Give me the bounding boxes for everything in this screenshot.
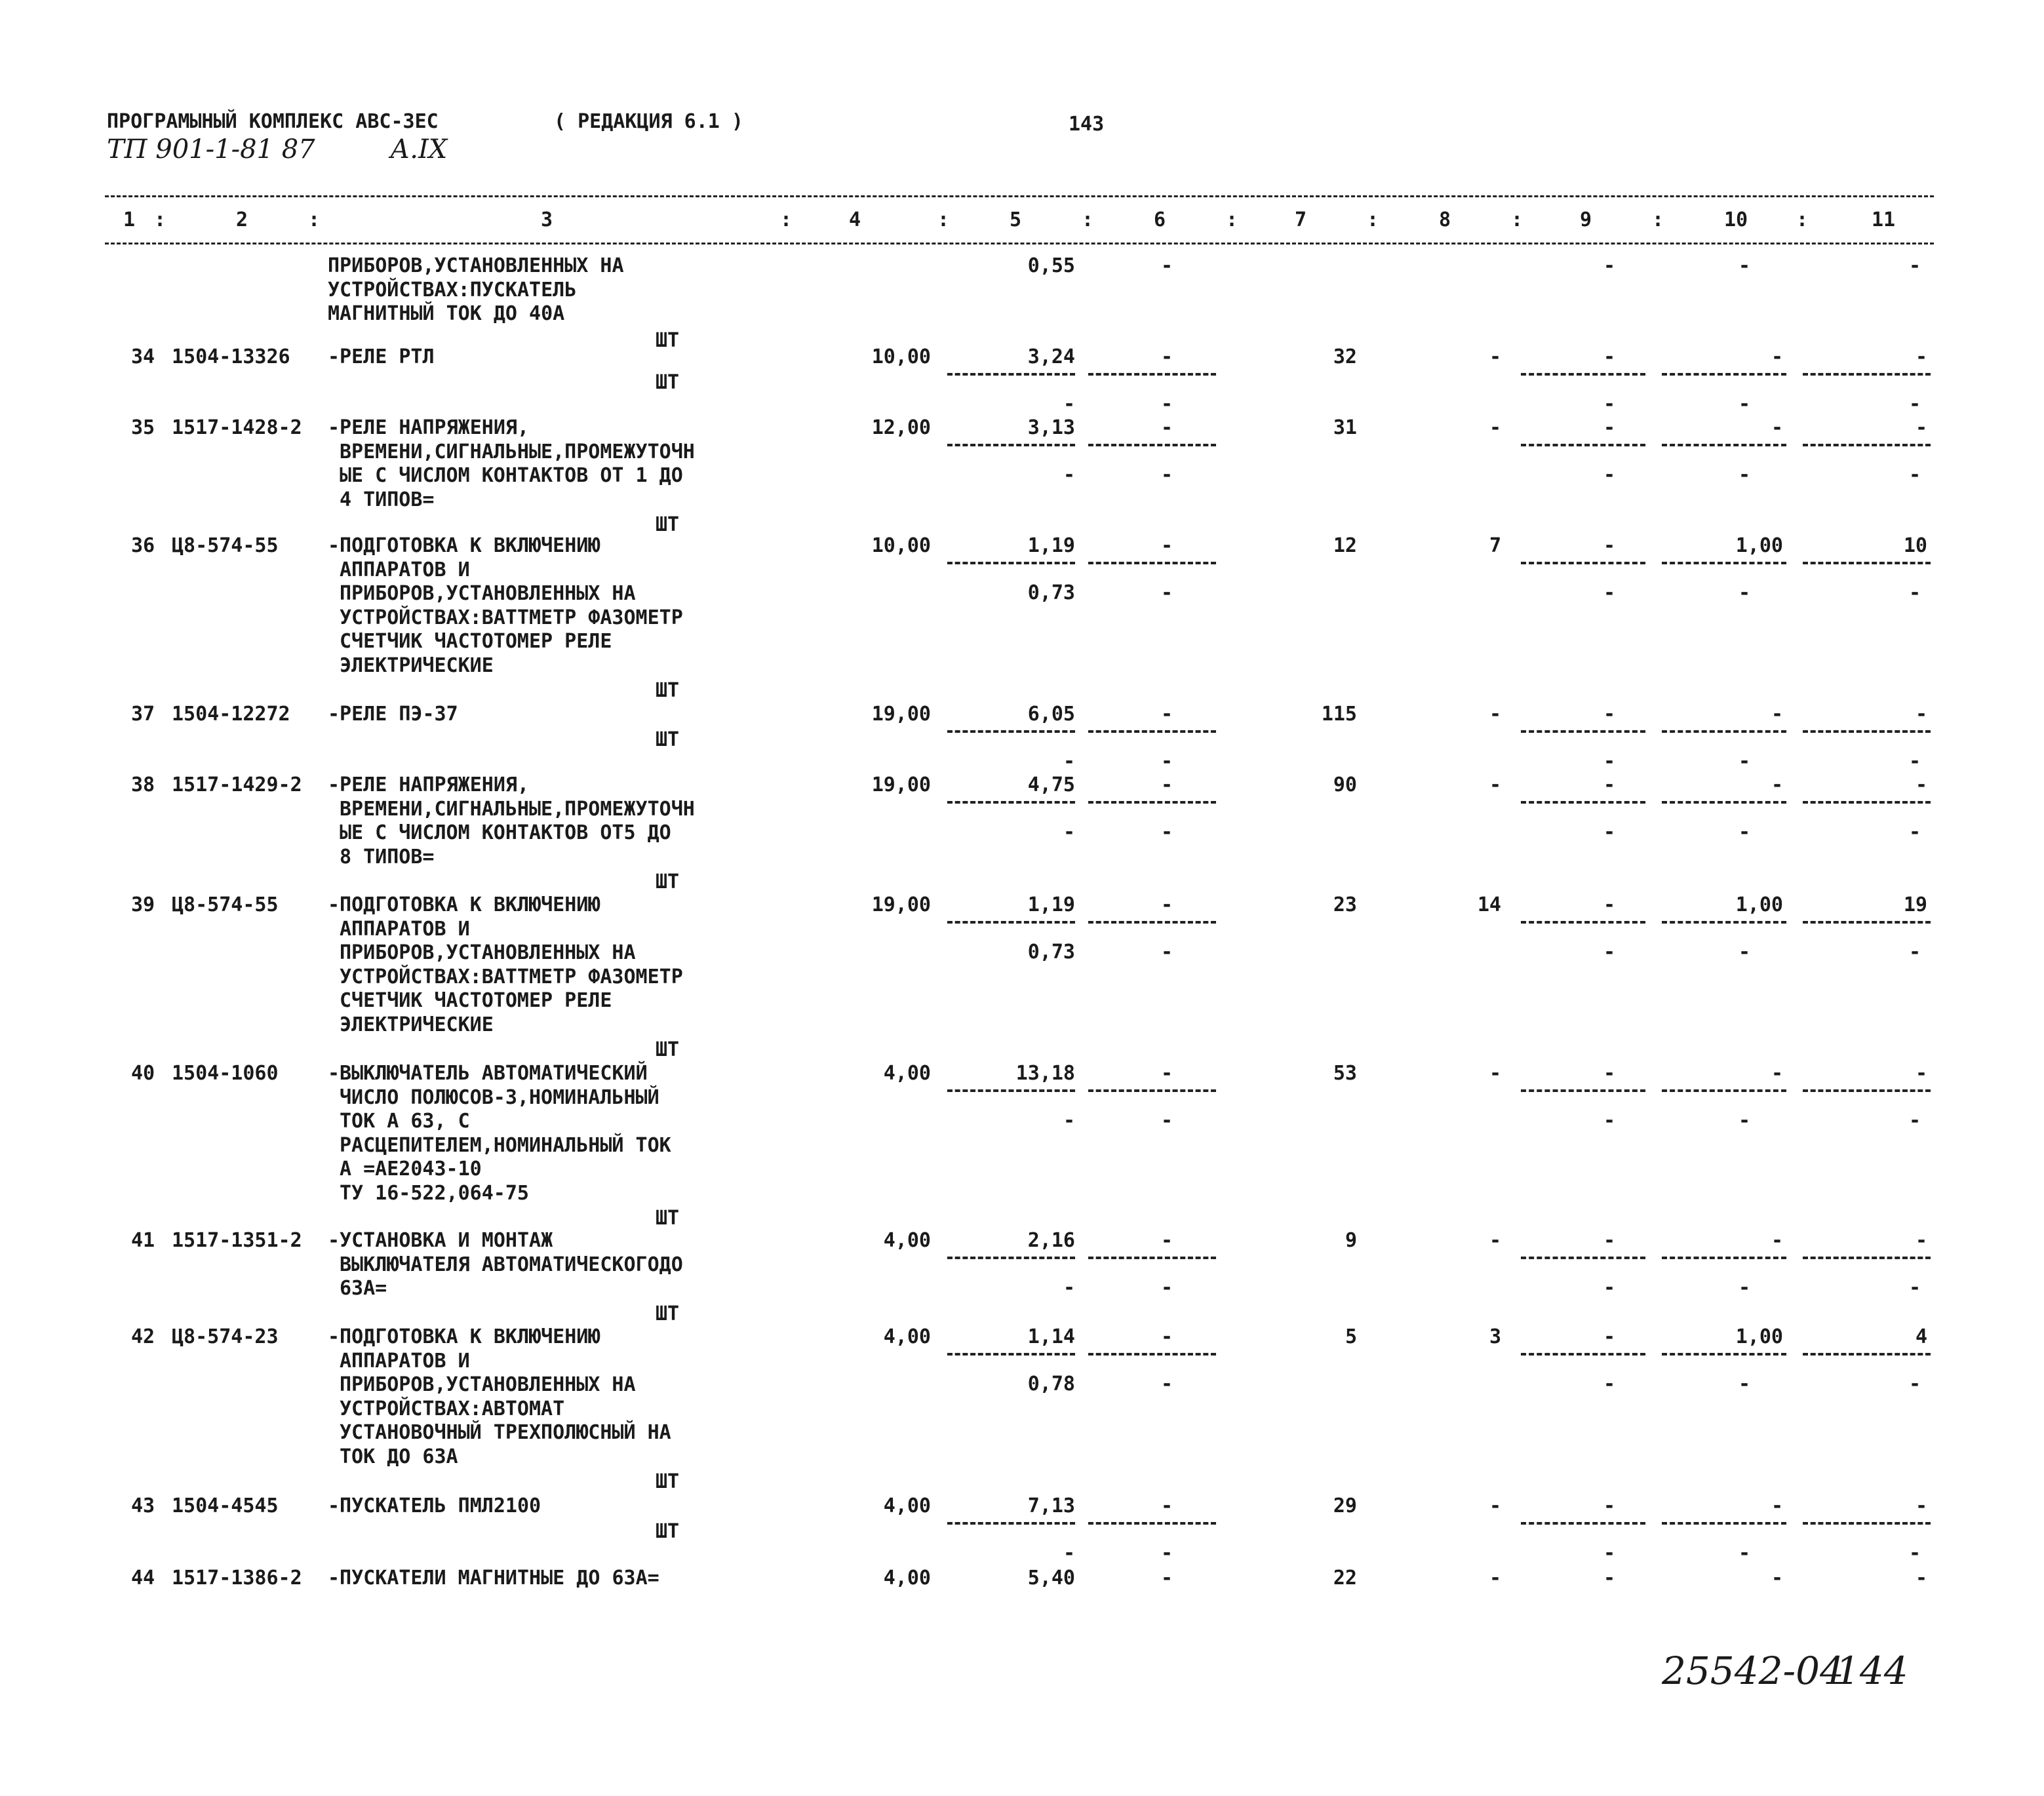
table-header-rule bbox=[105, 243, 1934, 244]
col7-value: 90 bbox=[1333, 773, 1357, 796]
description-line: -ПОДГОТОВКА К ВКЛЮЧЕНИЮ bbox=[328, 534, 600, 557]
description-line: ПРИБОРОВ,УСТАНОВЛЕННЫХ НА bbox=[340, 941, 636, 964]
fraction-rule bbox=[1521, 730, 1645, 733]
col6-bottom-value: - bbox=[1160, 581, 1173, 604]
row-number: 41 bbox=[131, 1229, 155, 1252]
row-number: 36 bbox=[131, 534, 155, 557]
col9-bottom-value: - bbox=[1603, 581, 1616, 604]
column-header-4: 4 bbox=[849, 208, 861, 231]
col9-bottom-value: - bbox=[1603, 1276, 1616, 1299]
unit-label: ШТ bbox=[656, 679, 680, 702]
fraction-rule bbox=[1521, 444, 1645, 446]
col11-bottom-value: - bbox=[1908, 463, 1921, 486]
col11-bottom-value: - bbox=[1908, 821, 1921, 844]
fraction-rule bbox=[1088, 1089, 1216, 1092]
description-line: ЧИСЛО ПОЛЮСОВ-3,НОМИНАЛЬНЫЙ bbox=[340, 1085, 659, 1109]
col6-value: - bbox=[1160, 703, 1173, 726]
col5-bottom-value: 0,73 bbox=[1027, 581, 1075, 604]
fraction-rule bbox=[1803, 1522, 1931, 1525]
column-header-3: 3 bbox=[541, 208, 553, 231]
row-number: 39 bbox=[131, 893, 155, 916]
description-line: ЫЕ С ЧИСЛОМ КОНТАКТОВ ОТ 1 ДО bbox=[340, 464, 683, 487]
fraction-rule bbox=[947, 444, 1075, 446]
col5-value: 1,14 bbox=[1027, 1325, 1075, 1348]
col5-bottom-value: - bbox=[1063, 463, 1075, 486]
unit-label: ШТ bbox=[656, 513, 680, 536]
col6-value: - bbox=[1160, 1229, 1173, 1252]
row-code: 1504-12272 bbox=[172, 703, 290, 726]
description-line: 8 ТИПОВ= bbox=[340, 845, 435, 869]
description-line: СЧЕТЧИК ЧАСТОТОМЕР РЕЛЕ bbox=[340, 630, 612, 653]
col5-value: 1,19 bbox=[1027, 534, 1075, 557]
col11-bottom-value: - bbox=[1908, 393, 1921, 416]
description-line: УСТРОЙСТВАХ:ВАТТМЕТР ФАЗОМЕТР bbox=[340, 965, 683, 988]
row-number: 38 bbox=[131, 773, 155, 796]
col6-bottom-value: - bbox=[1160, 1373, 1173, 1396]
row-code: 1517-1386-2 bbox=[172, 1567, 302, 1590]
col11-value: - bbox=[1915, 773, 1927, 796]
col6-value: - bbox=[1160, 1062, 1173, 1085]
col4-value: 19,00 bbox=[871, 703, 931, 726]
unit-label: ШТ bbox=[656, 870, 680, 893]
col9-value: - bbox=[1603, 416, 1616, 439]
col7-value: 23 bbox=[1333, 893, 1357, 916]
col9-bottom-value: - bbox=[1603, 750, 1616, 773]
description-line: ПРИБОРОВ,УСТАНОВЛЕННЫХ НА bbox=[328, 254, 624, 277]
col10-bottom-value: - bbox=[1738, 750, 1750, 773]
column-header-8: 8 bbox=[1439, 208, 1451, 231]
col11-bottom-value: - bbox=[1908, 1542, 1921, 1565]
column-header-2: 2 bbox=[236, 208, 248, 231]
description-line: ВЫКЛЮЧАТЕЛЯ АВТОМАТИЧЕСКОГОДО bbox=[340, 1253, 683, 1276]
description-line: -РЕЛЕ НАПРЯЖЕНИЯ, bbox=[328, 416, 530, 439]
fraction-rule bbox=[1088, 1257, 1216, 1259]
fraction-rule bbox=[947, 730, 1075, 733]
col5-bottom-value: - bbox=[1063, 393, 1075, 416]
row-code: 1504-13326 bbox=[172, 345, 290, 368]
col11-bottom-value: - bbox=[1908, 581, 1921, 604]
row-number: 42 bbox=[131, 1325, 155, 1348]
col4-value: 4,00 bbox=[883, 1325, 931, 1348]
col11-bottom-value: - bbox=[1908, 1276, 1921, 1299]
col10-value: 1,00 bbox=[1735, 1325, 1783, 1348]
description-line: АППАРАТОВ И bbox=[340, 558, 470, 581]
description-line: -УСТАНОВКА И МОНТАЖ bbox=[328, 1229, 553, 1252]
fraction-rule bbox=[1803, 1089, 1931, 1092]
col7-value: 115 bbox=[1321, 703, 1357, 726]
column-separator: : bbox=[937, 208, 950, 231]
row-number: 40 bbox=[131, 1062, 155, 1085]
unit-label: ШТ bbox=[656, 1207, 680, 1230]
col7-value: 12 bbox=[1333, 534, 1357, 557]
col4-value: 12,00 bbox=[871, 416, 931, 439]
col9-value: - bbox=[1603, 1325, 1616, 1348]
row-code: 1517-1429-2 bbox=[172, 773, 302, 796]
col8-value: - bbox=[1489, 703, 1501, 726]
row-code: Ц8-574-55 bbox=[172, 534, 279, 557]
col11-value: - bbox=[1915, 1062, 1927, 1085]
col5-value: 6,05 bbox=[1027, 703, 1075, 726]
col6-value: - bbox=[1160, 1325, 1173, 1348]
col9-value: - bbox=[1603, 703, 1616, 726]
col5-value: 4,75 bbox=[1027, 773, 1075, 796]
unit-label: ШТ bbox=[656, 1519, 680, 1543]
col9-value: - bbox=[1603, 1567, 1616, 1590]
col7-value: 5 bbox=[1345, 1325, 1357, 1348]
col5-bottom-value: 0,78 bbox=[1027, 1373, 1075, 1396]
col8-value: 7 bbox=[1489, 534, 1501, 557]
unit-label: ШТ bbox=[656, 1302, 680, 1325]
fraction-rule bbox=[1662, 444, 1786, 446]
fraction-rule bbox=[1521, 1522, 1645, 1525]
row-code: 1517-1428-2 bbox=[172, 416, 302, 439]
col5-bottom-value: - bbox=[1063, 821, 1075, 844]
col10-bottom-value: - bbox=[1738, 1109, 1750, 1132]
description-line: УСТРОЙСТВАХ:АВТОМАТ bbox=[340, 1397, 565, 1420]
col10-value: - bbox=[1771, 703, 1783, 726]
col9-value: - bbox=[1603, 893, 1616, 916]
description-line: -РЕЛЕ НАПРЯЖЕНИЯ, bbox=[328, 773, 530, 796]
col5-bottom-value: - bbox=[1063, 1542, 1075, 1565]
column-header-7: 7 bbox=[1295, 208, 1307, 231]
description-line: ВРЕМЕНИ,СИГНАЛЬНЫЕ,ПРОМЕЖУТОЧН bbox=[340, 440, 695, 463]
unit-label: ШТ bbox=[656, 1470, 680, 1493]
fraction-rule bbox=[1088, 921, 1216, 924]
description-line: УСТРОЙСТВАХ:ПУСКАТЕЛЬ bbox=[328, 278, 577, 302]
fraction-rule bbox=[1088, 562, 1216, 564]
fraction-rule bbox=[947, 562, 1075, 564]
fraction-rule bbox=[1521, 921, 1645, 924]
description-line: ПРИБОРОВ,УСТАНОВЛЕННЫХ НА bbox=[340, 582, 636, 605]
col6-bottom-value: - bbox=[1160, 1542, 1173, 1565]
fraction-rule bbox=[1803, 1353, 1931, 1356]
description-line: -РЕЛЕ ПЭ-37 bbox=[328, 703, 458, 726]
col4-value: 10,00 bbox=[871, 345, 931, 368]
row-code: 1517-1351-2 bbox=[172, 1229, 302, 1252]
description-line: СЧЕТЧИК ЧАСТОТОМЕР РЕЛЕ bbox=[340, 989, 612, 1012]
description-line: ЫЕ С ЧИСЛОМ КОНТАКТОВ ОТ5 ДО bbox=[340, 821, 671, 844]
row-number: 34 bbox=[131, 345, 155, 368]
column-separator: : bbox=[1511, 208, 1523, 231]
col11-value: - bbox=[1915, 416, 1927, 439]
fraction-rule bbox=[1662, 730, 1786, 733]
col10-value: - bbox=[1771, 1567, 1783, 1590]
fraction-rule bbox=[1088, 801, 1216, 804]
col9-value: - bbox=[1603, 1229, 1616, 1252]
handwritten-stamp-number: 25542-04 bbox=[1662, 1649, 1844, 1693]
col6-bottom-value: - bbox=[1160, 821, 1173, 844]
col6-bottom-value: - bbox=[1160, 1276, 1173, 1299]
col11-bottom-value: - bbox=[1908, 750, 1921, 773]
col11-value: 19 bbox=[1903, 893, 1927, 916]
col11-value: - bbox=[1915, 345, 1927, 368]
col4-value: 4,00 bbox=[883, 1567, 931, 1590]
handwritten-album: А.IX bbox=[390, 134, 448, 165]
col8-value: - bbox=[1489, 345, 1501, 368]
col6-value: - bbox=[1160, 254, 1173, 277]
col9-bottom-value: - bbox=[1603, 393, 1616, 416]
description-line: ТОК ДО 63А bbox=[340, 1445, 458, 1468]
description-line: 63А= bbox=[340, 1277, 387, 1300]
col4-value: 4,00 bbox=[883, 1229, 931, 1252]
col5-value: 3,13 bbox=[1027, 416, 1075, 439]
column-separator: : bbox=[1226, 208, 1238, 231]
handwritten-project-code: ТП 901-1-81 87 bbox=[107, 134, 315, 165]
fraction-rule bbox=[947, 1353, 1075, 1356]
col7-value: 9 bbox=[1345, 1229, 1357, 1252]
col9-value: - bbox=[1603, 1062, 1616, 1085]
fraction-rule bbox=[1803, 801, 1931, 804]
description-line: АППАРАТОВ И bbox=[340, 917, 470, 941]
col4-value: 10,00 bbox=[871, 534, 931, 557]
fraction-rule bbox=[1662, 1353, 1786, 1356]
column-separator: : bbox=[1796, 208, 1809, 231]
fraction-rule bbox=[1521, 1257, 1645, 1259]
fraction-rule bbox=[947, 373, 1075, 376]
col9-value: - bbox=[1603, 534, 1616, 557]
col8-value: - bbox=[1489, 773, 1501, 796]
fraction-rule bbox=[1088, 730, 1216, 733]
fraction-rule bbox=[1662, 801, 1786, 804]
col10-value: - bbox=[1738, 254, 1750, 277]
fraction-rule bbox=[947, 1257, 1075, 1259]
col6-bottom-value: - bbox=[1160, 750, 1173, 773]
col10-value: - bbox=[1771, 1062, 1783, 1085]
description-line: ВРЕМЕНИ,СИГНАЛЬНЫЕ,ПРОМЕЖУТОЧН bbox=[340, 797, 695, 821]
fraction-rule bbox=[1521, 562, 1645, 564]
fraction-rule bbox=[1088, 1353, 1216, 1356]
row-code: 1504-4545 bbox=[172, 1494, 279, 1517]
col5-bottom-value: 0,73 bbox=[1027, 941, 1075, 964]
col10-value: 1,00 bbox=[1735, 893, 1783, 916]
col10-bottom-value: - bbox=[1738, 463, 1750, 486]
col8-value: 14 bbox=[1477, 893, 1501, 916]
col6-value: - bbox=[1160, 1494, 1173, 1517]
description-line: -ПОДГОТОВКА К ВКЛЮЧЕНИЮ bbox=[328, 1325, 600, 1348]
fraction-rule bbox=[1521, 1353, 1645, 1356]
col11-value: - bbox=[1915, 703, 1927, 726]
fraction-rule bbox=[947, 1522, 1075, 1525]
col10-bottom-value: - bbox=[1738, 941, 1750, 964]
col5-bottom-value: - bbox=[1063, 1109, 1075, 1132]
description-line: -ПУСКАТЕЛИ МАГНИТНЫЕ ДО 63А= bbox=[328, 1567, 659, 1590]
column-header-1: 1 bbox=[123, 208, 136, 231]
description-line: УСТРОЙСТВАХ:ВАТТМЕТР ФАЗОМЕТР bbox=[340, 606, 683, 629]
col9-bottom-value: - bbox=[1603, 1373, 1616, 1396]
col8-value: - bbox=[1489, 1494, 1501, 1517]
col6-bottom-value: - bbox=[1160, 463, 1173, 486]
col11-value: - bbox=[1915, 1229, 1927, 1252]
col11-value: 10 bbox=[1903, 534, 1927, 557]
fraction-rule bbox=[1521, 801, 1645, 804]
col4-value: 4,00 bbox=[883, 1494, 931, 1517]
col5-value: 3,24 bbox=[1027, 345, 1075, 368]
col9-bottom-value: - bbox=[1603, 463, 1616, 486]
header-program-name: ПРОГРАМЫНЫЙ КОМПЛЕКС АВС-ЗЕС bbox=[107, 110, 439, 133]
column-separator: : bbox=[1367, 208, 1379, 231]
row-code: Ц8-574-23 bbox=[172, 1325, 279, 1348]
col5-value: 7,13 bbox=[1027, 1494, 1075, 1517]
description-line: РАСЦЕПИТЕЛЕМ,НОМИНАЛЬНЫЙ ТОК bbox=[340, 1133, 671, 1157]
description-line: МАГНИТНЫЙ ТОК ДО 40А bbox=[328, 302, 565, 325]
col4-value: 19,00 bbox=[871, 773, 931, 796]
col9-value: - bbox=[1603, 254, 1616, 277]
column-separator: : bbox=[780, 208, 793, 231]
fraction-rule bbox=[1521, 1089, 1645, 1092]
fraction-rule bbox=[1662, 921, 1786, 924]
description-line: УСТАНОВОЧНЫЙ ТРЕХПОЛЮСНЫЙ НА bbox=[340, 1421, 671, 1444]
fraction-rule bbox=[1662, 373, 1786, 376]
description-line: -ПОДГОТОВКА К ВКЛЮЧЕНИЮ bbox=[328, 893, 600, 916]
col6-value: - bbox=[1160, 893, 1173, 916]
col5-value: 5,40 bbox=[1027, 1567, 1075, 1590]
col10-value: - bbox=[1771, 773, 1783, 796]
col6-bottom-value: - bbox=[1160, 941, 1173, 964]
fraction-rule bbox=[1803, 373, 1931, 376]
column-header-6: 6 bbox=[1154, 208, 1166, 231]
fraction-rule bbox=[1803, 444, 1931, 446]
col5-value: 2,16 bbox=[1027, 1229, 1075, 1252]
column-separator: : bbox=[308, 208, 321, 231]
col11-value: - bbox=[1908, 254, 1921, 277]
col11-bottom-value: - bbox=[1908, 1109, 1921, 1132]
col8-value: 3 bbox=[1489, 1325, 1501, 1348]
col11-bottom-value: - bbox=[1908, 1373, 1921, 1396]
page-number: 143 bbox=[1069, 113, 1105, 136]
col5-bottom-value: - bbox=[1063, 750, 1075, 773]
fraction-rule bbox=[947, 1089, 1075, 1092]
unit-label: ШТ bbox=[656, 328, 680, 352]
col9-bottom-value: - bbox=[1603, 821, 1616, 844]
column-separator: : bbox=[1652, 208, 1664, 231]
col7-value: 31 bbox=[1333, 416, 1357, 439]
col10-bottom-value: - bbox=[1738, 1542, 1750, 1565]
col8-value: - bbox=[1489, 1567, 1501, 1590]
col5-value: 1,19 bbox=[1027, 893, 1075, 916]
col10-bottom-value: - bbox=[1738, 1373, 1750, 1396]
col7-value: 32 bbox=[1333, 345, 1357, 368]
description-line: ТОК А 63, С bbox=[340, 1110, 470, 1133]
fraction-rule bbox=[1803, 562, 1931, 564]
col9-value: - bbox=[1603, 345, 1616, 368]
col10-bottom-value: - bbox=[1738, 1276, 1750, 1299]
col11-value: - bbox=[1915, 1567, 1927, 1590]
fraction-rule bbox=[947, 921, 1075, 924]
fraction-rule bbox=[947, 801, 1075, 804]
unit-label: ШТ bbox=[656, 370, 680, 394]
column-header-10: 10 bbox=[1724, 208, 1748, 231]
header-edition: ( РЕДАКЦИЯ 6.1 ) bbox=[554, 110, 743, 133]
col4-value: 19,00 bbox=[871, 893, 931, 916]
fraction-rule bbox=[1662, 1257, 1786, 1259]
col10-value: - bbox=[1771, 416, 1783, 439]
col6-value: - bbox=[1160, 345, 1173, 368]
col6-value: - bbox=[1160, 416, 1173, 439]
col6-value: - bbox=[1160, 1567, 1173, 1590]
description-line: -ВЫКЛЮЧАТЕЛЬ АВТОМАТИЧЕСКИЙ bbox=[328, 1062, 648, 1085]
description-line: -РЕЛЕ РТЛ bbox=[328, 345, 435, 368]
col10-bottom-value: - bbox=[1738, 821, 1750, 844]
description-line: А =АЕ2043-10 bbox=[340, 1158, 482, 1181]
table-top-rule bbox=[105, 195, 1934, 197]
col9-value: - bbox=[1603, 1494, 1616, 1517]
fraction-rule bbox=[1803, 730, 1931, 733]
description-line: ПРИБОРОВ,УСТАНОВЛЕННЫХ НА bbox=[340, 1373, 636, 1396]
fraction-rule bbox=[1662, 562, 1786, 564]
row-number: 43 bbox=[131, 1494, 155, 1517]
col6-bottom-value: - bbox=[1160, 393, 1173, 416]
col7-value: 53 bbox=[1333, 1062, 1357, 1085]
fraction-rule bbox=[1662, 1522, 1786, 1525]
unit-label: ШТ bbox=[656, 728, 680, 751]
col10-bottom-value: - bbox=[1738, 393, 1750, 416]
row-code: 1504-1060 bbox=[172, 1062, 279, 1085]
col9-bottom-value: - bbox=[1603, 941, 1616, 964]
description-line: -ПУСКАТЕЛЬ ПМЛ2100 bbox=[328, 1494, 541, 1517]
row-number: 35 bbox=[131, 416, 155, 439]
row-code: Ц8-574-55 bbox=[172, 893, 279, 916]
fraction-rule bbox=[1088, 444, 1216, 446]
col8-value: - bbox=[1489, 1229, 1501, 1252]
description-line: ЭЛЕКТРИЧЕСКИЕ bbox=[340, 654, 494, 677]
col10-value: - bbox=[1771, 1229, 1783, 1252]
col8-value: - bbox=[1489, 416, 1501, 439]
description-line: ЭЛЕКТРИЧЕСКИЕ bbox=[340, 1013, 494, 1036]
fraction-rule bbox=[1521, 373, 1645, 376]
handwritten-sheet-number: 144 bbox=[1836, 1649, 1908, 1693]
col5-bottom-value: - bbox=[1063, 1276, 1075, 1299]
col5-value: 0,55 bbox=[1027, 254, 1075, 277]
column-header-11: 11 bbox=[1872, 208, 1896, 231]
column-separator: : bbox=[154, 208, 167, 231]
fraction-rule bbox=[1088, 373, 1216, 376]
col9-bottom-value: - bbox=[1603, 1542, 1616, 1565]
fraction-rule bbox=[1662, 1089, 1786, 1092]
col11-value: - bbox=[1915, 1494, 1927, 1517]
col9-bottom-value: - bbox=[1603, 1109, 1616, 1132]
col10-value: - bbox=[1771, 1494, 1783, 1517]
unit-label: ШТ bbox=[656, 1038, 680, 1061]
col5-value: 13,18 bbox=[1015, 1062, 1075, 1085]
col10-value: 1,00 bbox=[1735, 534, 1783, 557]
col6-value: - bbox=[1160, 773, 1173, 796]
col9-value: - bbox=[1603, 773, 1616, 796]
row-number: 44 bbox=[131, 1567, 155, 1590]
column-header-9: 9 bbox=[1580, 208, 1592, 231]
fraction-rule bbox=[1803, 1257, 1931, 1259]
col11-bottom-value: - bbox=[1908, 941, 1921, 964]
description-line: АППАРАТОВ И bbox=[340, 1349, 470, 1373]
col6-value: - bbox=[1160, 534, 1173, 557]
fraction-rule bbox=[1088, 1522, 1216, 1525]
col7-value: 22 bbox=[1333, 1567, 1357, 1590]
col7-value: 29 bbox=[1333, 1494, 1357, 1517]
col6-bottom-value: - bbox=[1160, 1109, 1173, 1132]
col4-value: 4,00 bbox=[883, 1062, 931, 1085]
col10-bottom-value: - bbox=[1738, 581, 1750, 604]
row-number: 37 bbox=[131, 703, 155, 726]
description-line: 4 ТИПОВ= bbox=[340, 488, 435, 511]
col11-value: 4 bbox=[1915, 1325, 1927, 1348]
fraction-rule bbox=[1803, 921, 1931, 924]
column-header-5: 5 bbox=[1010, 208, 1022, 231]
description-line: ТУ 16-522,064-75 bbox=[340, 1181, 529, 1205]
col8-value: - bbox=[1489, 1062, 1501, 1085]
column-separator: : bbox=[1082, 208, 1094, 231]
col10-value: - bbox=[1771, 345, 1783, 368]
